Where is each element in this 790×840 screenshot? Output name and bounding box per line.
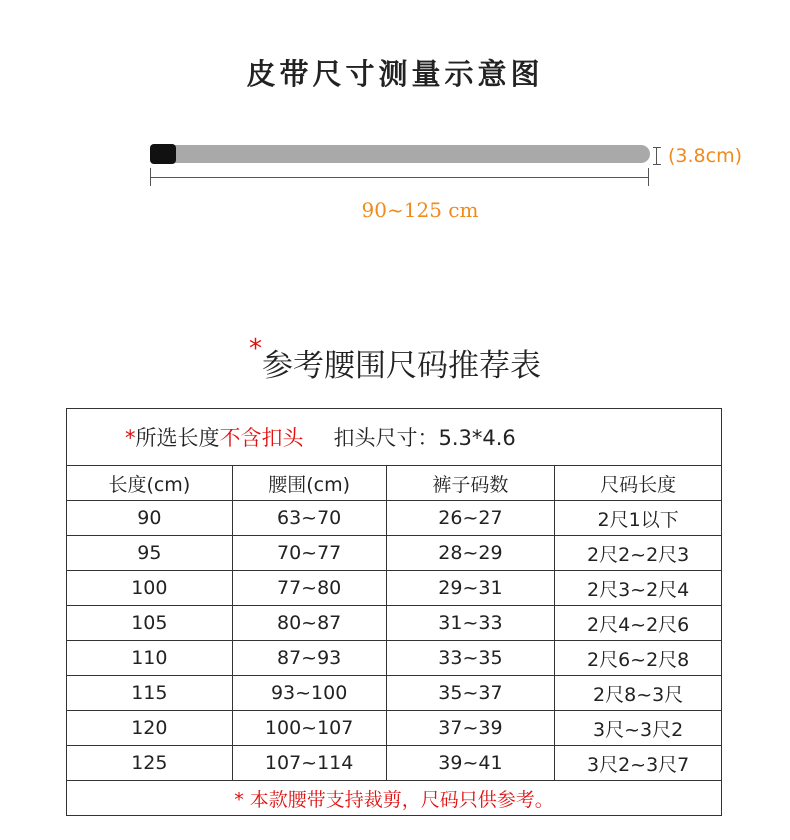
- length-tick-right: [648, 168, 649, 186]
- table-row: [67, 711, 722, 746]
- cell-length: 95: [67, 536, 233, 571]
- cell-chi-size: 2尺2~2尺3: [555, 536, 722, 571]
- cell-length: 110: [67, 641, 233, 676]
- cell-length: 120: [67, 711, 233, 746]
- cell-length: 100: [67, 571, 233, 606]
- table-row: [67, 641, 722, 676]
- cell-chi-size: 2尺8~3尺: [555, 676, 722, 711]
- cell-length: 125: [67, 746, 233, 781]
- title-star: *: [249, 334, 262, 364]
- cell-waist: 63~70: [232, 501, 386, 536]
- cell-waist: 70~77: [232, 536, 386, 571]
- cell-waist: 87~93: [232, 641, 386, 676]
- cell-pants-size: 35~37: [386, 676, 555, 711]
- belt-buckle: [150, 144, 176, 164]
- belt-illustration: [150, 144, 650, 166]
- cell-length: 105: [67, 606, 233, 641]
- table-note-row: [67, 409, 722, 466]
- table-row: [67, 746, 722, 781]
- cell-chi-size: 2尺3~2尺4: [555, 571, 722, 606]
- table-footer-row: [67, 781, 722, 816]
- table-header-row: [67, 466, 722, 501]
- header-waist: 腰围(cm): [232, 466, 386, 501]
- cell-chi-size: 3尺2~3尺7: [555, 746, 722, 781]
- cell-pants-size: 31~33: [386, 606, 555, 641]
- cell-chi-size: 2尺4~2尺6: [555, 606, 722, 641]
- cell-pants-size: 33~35: [386, 641, 555, 676]
- size-table: [66, 408, 722, 816]
- cell-waist: 93~100: [232, 676, 386, 711]
- length-dimension-line: [150, 177, 649, 178]
- belt-width-marker: [653, 147, 661, 165]
- cell-length: 115: [67, 676, 233, 711]
- cell-waist: 100~107: [232, 711, 386, 746]
- cell-waist: 107~114: [232, 746, 386, 781]
- cell-waist: 77~80: [232, 571, 386, 606]
- table-row: [67, 571, 722, 606]
- header-length: 长度(cm): [67, 466, 233, 501]
- cell-chi-size: 2尺6~2尺8: [555, 641, 722, 676]
- buckle-size: 扣头尺寸：5.3*4.6: [333, 426, 516, 450]
- cell-pants-size: 28~29: [386, 536, 555, 571]
- table-row: [67, 536, 722, 571]
- table-note: [67, 409, 722, 466]
- belt-width-label: (3.8cm): [668, 145, 742, 167]
- note-star: *: [125, 426, 136, 450]
- belt-strap: [156, 145, 650, 163]
- cell-pants-size: 26~27: [386, 501, 555, 536]
- belt-length-label: 90~125 cm: [361, 198, 479, 222]
- size-table-title: [0, 334, 790, 385]
- cell-waist: 80~87: [232, 606, 386, 641]
- size-table-title-text: 参考腰围尺码推荐表: [262, 348, 541, 384]
- header-pants-size: 裤子码数: [386, 466, 555, 501]
- note-prefix: 所选长度: [135, 426, 220, 450]
- cell-chi-size: 2尺1以下: [555, 501, 722, 536]
- cell-chi-size: 3尺~3尺2: [555, 711, 722, 746]
- table-row: [67, 606, 722, 641]
- table-row: [67, 501, 722, 536]
- diagram-title: 皮带尺寸测量示意图: [246, 57, 544, 91]
- note-highlight: 不含扣头: [219, 426, 304, 450]
- table-row: [67, 676, 722, 711]
- cell-pants-size: 39~41: [386, 746, 555, 781]
- cell-length: 90: [67, 501, 233, 536]
- cell-pants-size: 37~39: [386, 711, 555, 746]
- cell-pants-size: 29~31: [386, 571, 555, 606]
- table-footer-note: * 本款腰带支持裁剪，尺码只供参考。: [67, 781, 722, 816]
- header-chi-size: 尺码长度: [555, 466, 722, 501]
